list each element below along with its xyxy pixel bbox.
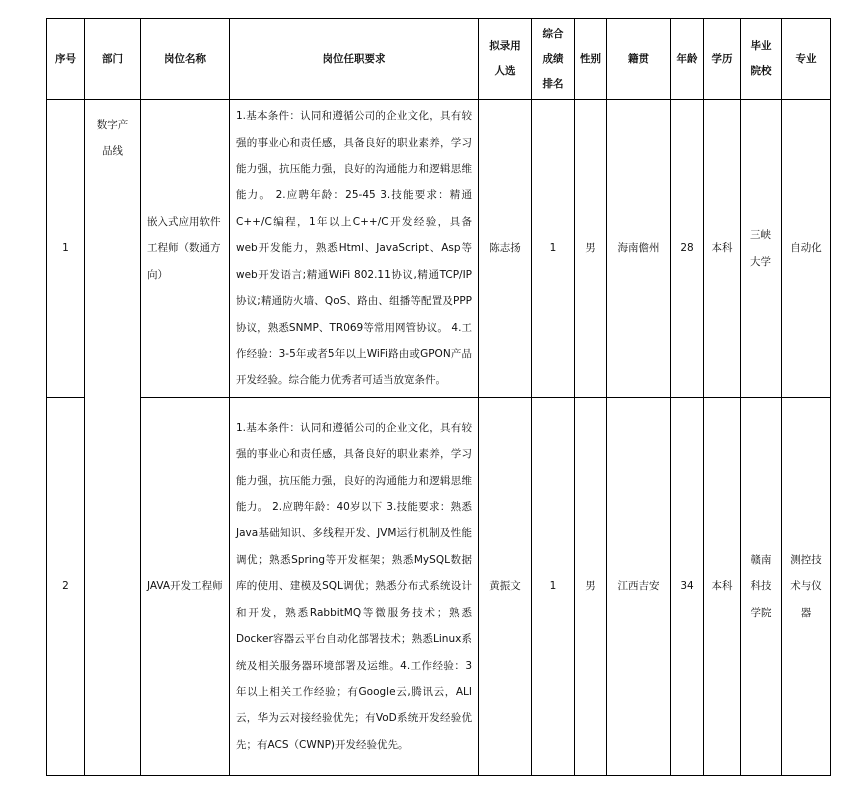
header-origin: 籍贯	[607, 19, 671, 100]
cell-age: 28	[671, 100, 704, 398]
header-requirements: 岗位任职要求	[230, 19, 479, 100]
cell-school: 赣南科技学院	[741, 398, 782, 776]
header-school: 毕业院校	[741, 19, 782, 100]
recruitment-table	[46, 18, 831, 776]
table-row	[47, 100, 831, 398]
header-candidate: 拟录用人选	[479, 19, 532, 100]
cell-age: 34	[671, 398, 704, 776]
cell-seq: 2	[47, 398, 85, 776]
header-rank: 综合成绩排名	[532, 19, 575, 100]
cell-candidate: 黄振文	[479, 398, 532, 776]
table-row	[47, 398, 831, 776]
cell-department: 数字产品线	[85, 100, 141, 776]
cell-major: 测控技术与仪器	[782, 398, 831, 776]
cell-origin: 海南儋州	[607, 100, 671, 398]
cell-seq: 1	[47, 100, 85, 398]
cell-requirements: 1.基本条件：认同和遵循公司的企业文化，具有较强的事业心和责任感，具备良好的职业素养，学习能力强，抗压能力强，良好的沟通能力和逻辑思维能力。 2.应聘年龄：40岁以下 3.技能要求：熟悉Java基础知识、多线程开发、JVM运行机制及性能调优；熟悉Spring等开发框架；熟悉MySQL数据库的使用、建模及SQL调优；熟悉分布式系统设计和开发，熟悉RabbitMQ等微服务技术；熟悉Docker容器云平台自动化部署技术；熟悉Linux系统及相关服务器环境部署及运维。4.工作经验：3年以上相关工作经验；有Google云,腾讯云，ALI云，华为云对接经验优先；有VoD系统开发经验优先；有ACS（CWNP)开发经验优先。	[230, 398, 479, 776]
cell-gender: 男	[575, 398, 607, 776]
cell-rank: 1	[532, 398, 575, 776]
cell-rank: 1	[532, 100, 575, 398]
header-dept: 部门	[85, 19, 141, 100]
cell-position: JAVA开发工程师	[141, 398, 230, 776]
cell-candidate: 陈志扬	[479, 100, 532, 398]
cell-school: 三峡大学	[741, 100, 782, 398]
cell-major: 自动化	[782, 100, 831, 398]
cell-requirements: 1.基本条件：认同和遵循公司的企业文化，具有较强的事业心和责任感，具备良好的职业素养，学习能力强，抗压能力强，良好的沟通能力和逻辑思维能力。 2.应聘年龄：25-45 3.技能要求：精通C++/C编程，1年以上C++/C开发经验，具备web开发能力，熟悉Html、JavaScript、Asp等web开发语言;精通WiFi 802.11协议,精通TCP/IP协议;精通防火墙、QoS、路由、组播等配置及PPP协议，熟悉SNMP、TR069等常用网管协议。 4.工作经验：3-5年或者5年以上WiFi路由或GPON产品开发经验。综合能力优秀者可适当放宽条件。	[230, 100, 479, 398]
cell-education: 本科	[704, 100, 741, 398]
cell-education: 本科	[704, 398, 741, 776]
header-age: 年龄	[671, 19, 704, 100]
cell-origin: 江西吉安	[607, 398, 671, 776]
header-seq: 序号	[47, 19, 85, 100]
header-position: 岗位名称	[141, 19, 230, 100]
header-education: 学历	[704, 19, 741, 100]
cell-position: 嵌入式应用软件工程师（数通方向）	[141, 100, 230, 398]
cell-gender: 男	[575, 100, 607, 398]
header-major: 专业	[782, 19, 831, 100]
header-row	[47, 19, 831, 100]
header-gender: 性别	[575, 19, 607, 100]
